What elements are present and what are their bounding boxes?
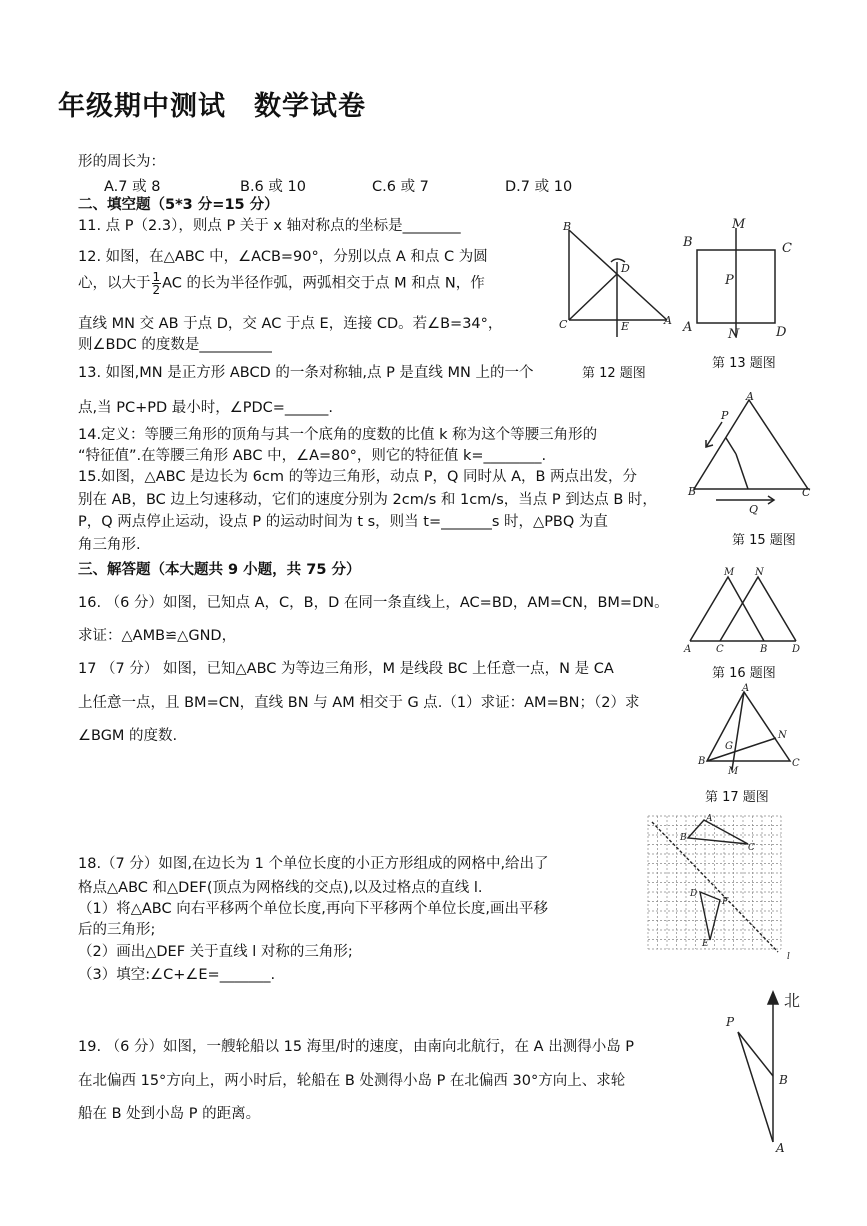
fig12-segment-cd [569, 274, 617, 320]
fig15-segment-p [726, 438, 736, 454]
fraction-half [152, 271, 162, 296]
fig18-label-a: A [706, 814, 713, 824]
fig17-label-b: B [698, 756, 706, 767]
q10-option-c: C.6 或 7 [372, 179, 429, 195]
question-13-line2: 点,当 PC+PD 最小时，∠PDC=______. [78, 400, 334, 416]
question-18-line4: 后的三角形; [78, 922, 156, 938]
question-13-line1: 13. 如图,MN 是正方形 ABCD 的一条对称轴,点 P 是直线 MN 上的一个 [78, 365, 534, 381]
fig15-label-p: P [721, 409, 729, 422]
question-18-line1: 18.（7 分）如图,在边长为 1 个单位长度的小正方形组成的网格中,给出了 [78, 856, 549, 872]
caption-fig13: 第 13 题图 [712, 356, 776, 371]
fig18-label-c: C [748, 843, 755, 853]
fig16-label-c: C [716, 644, 724, 655]
fig17-triangle-abc [707, 692, 790, 761]
q10-option-a: A.7 或 8 [104, 179, 161, 195]
fig13-label-p: P [725, 273, 734, 288]
fig18-label-e: E [702, 939, 709, 949]
question-18-line5: （2）画出△DEF 关于直线 l 对称的三角形; [78, 944, 353, 960]
fig16-label-b: B [760, 644, 768, 655]
fig18-label-l: l [787, 952, 790, 962]
page-title: 年级期中测试 数学试卷 [58, 91, 366, 122]
fig13-label-b: B [683, 235, 693, 250]
fig19-label-b: B [779, 1073, 788, 1087]
fig18-triangle-abc [688, 820, 748, 844]
q10-option-b: B.6 或 10 [240, 179, 306, 195]
question-14-line2: “特征值”.在等腰三角形 ABC 中，∠A=80°，则它的特征值 k=________. [78, 448, 547, 464]
q10-continuation: 形的周长为： [78, 154, 165, 170]
q12-line2-start: 心，以大于 [78, 275, 151, 292]
fig15-label-b: B [688, 485, 697, 498]
fig13-label-a: A [683, 320, 693, 335]
fig18-label-b: B [680, 833, 687, 843]
fig19-label-a: A [776, 1141, 785, 1155]
fig18-triangle-def [700, 892, 720, 940]
fig16-label-n: N [755, 567, 764, 578]
fig12-label-c: C [559, 318, 568, 331]
figure-18-grid [644, 812, 794, 960]
fig18-line-l [652, 822, 778, 952]
caption-fig17: 第 17 题图 [705, 790, 769, 805]
fig19-label-north: 北 [784, 991, 801, 1010]
fig16-label-a: A [684, 644, 692, 655]
question-18-line3: （1）将△ABC 向右平移两个单位长度,再向下平移两个单位长度,画出平移 [78, 901, 548, 917]
question-15-line3: P，Q 两点停止运动，设点 P 的运动时间为 t s，则当 t=_______s 时，△PBQ 为直 [78, 514, 608, 530]
figure-17-diagram [690, 683, 810, 777]
question-19-line1: 19. （6 分）如图，一艘轮船以 15 海里/时的速度，由南向北航行，在 A 出测得小岛 P [78, 1039, 635, 1055]
question-12-line3: 直线 MN 交 AB 于点 D，交 AC 于点 E，连接 CD。若∠B=34°， [78, 316, 503, 332]
question-11: 11. 点 P（2.3），则点 P 关于 x 轴对称点的坐标是________ [78, 218, 461, 234]
figure-12-diagram [555, 222, 675, 337]
question-16-line1: 16. （6 分）如图，已知点 A，C，B，D 在同一条直线上，AC=BD，AM=CN，BM=DN。 [78, 595, 669, 611]
question-17-line3: ∠BGM 的度数. [78, 728, 178, 744]
fig17-label-m: M [728, 766, 739, 777]
fig17-label-a: A [742, 683, 750, 694]
fig15-segment-pq [736, 454, 748, 489]
fig13-label-d: D [776, 325, 787, 340]
question-19-line3: 船在 B 处到小岛 P 的距离。 [78, 1106, 261, 1122]
question-12-line4: 则∠BDC 的度数是__________ [78, 337, 272, 353]
fig13-label-n: N [728, 327, 740, 342]
fig17-label-g: G [725, 741, 733, 752]
caption-fig16: 第 16 题图 [712, 666, 776, 681]
fig15-label-a: A [746, 390, 754, 403]
caption-fig12: 第 12 题图 [582, 366, 646, 381]
section-fill-in-heading: 二、填空题（5*3 分=15 分） [78, 197, 279, 213]
question-12-line1: 12. 如图，在△ABC 中，∠ACB=90°，分别以点 A 和点 C 为圆 [78, 249, 488, 265]
fig19-line-bp [738, 1032, 773, 1076]
q10-option-d: D.7 或 10 [505, 179, 573, 195]
fig15-arrow-p [706, 422, 722, 447]
fig19-label-p: P [726, 1015, 735, 1029]
fig12-label-b: B [563, 220, 572, 233]
question-17-line2: 上任意一点，且 BM=CN，直线 BN 与 AM 相交于 G 点.（1）求证：AM=BN；（2）求 [78, 695, 640, 711]
fig16-label-m: M [724, 567, 735, 578]
question-17-line1: 17 （7 分） 如图，已知△ABC 为等边三角形，M 是线段 BC 上任意一点，N 是 CA [78, 661, 614, 677]
fig13-label-c: C [782, 241, 792, 256]
fig12-label-d: D [621, 262, 630, 275]
question-18-line6: （3）填空:∠C+∠E=_______. [78, 967, 276, 983]
fig17-label-c: C [792, 758, 800, 769]
fig16-label-d: D [792, 644, 801, 655]
figure-19-diagram [718, 990, 818, 1155]
question-19-line2: 在北偏西 15°方向上，两小时后，轮船在 B 处测得小岛 P 在北偏西 30°方向上、求轮 [78, 1073, 626, 1089]
fig15-triangle-abc [694, 400, 808, 489]
fig15-label-q: Q [749, 503, 759, 516]
fig12-label-a: A [664, 314, 672, 327]
question-14-line1: 14.定义：等腰三角形的顶角与其一个底角的度数的比值 k 称为这个等腰三角形的 [78, 427, 598, 443]
figure-16-diagram [682, 565, 807, 655]
question-18-line2: 格点△ABC 和△DEF(顶点为网格线的交点),以及过格点的直线 l. [78, 880, 483, 896]
figure-15-diagram [686, 392, 816, 517]
fraction-denominator: 2 [152, 283, 161, 297]
fig18-grid-lines [648, 816, 781, 949]
question-15-line1: 15.如图，△ABC 是边长为 6cm 的等边三角形，动点 P，Q 同时从 A，B 两点出发，分 [78, 469, 638, 485]
question-16-line2: 求证：△AMB≌△GND， [78, 628, 237, 644]
caption-fig15: 第 15 题图 [732, 533, 796, 548]
question-15-line2: 别在 AB，BC 边上匀速移动，它们的速度分别为 2cm/s 和 1cm/s，当点 P 到达点 B 时， [78, 492, 657, 508]
section-solution-heading: 三、解答题（本大题共 9 小题，共 75 分） [78, 562, 361, 578]
fig18-label-f: F [722, 897, 729, 907]
fig15-label-c: C [802, 486, 811, 499]
figure-13-diagram [680, 218, 800, 343]
fig19-line-ap [738, 1032, 773, 1142]
question-12-line2 [78, 271, 485, 296]
q12-line2-end: AC 的长为半径作弧，两弧相交于点 M 和点 N，作 [162, 275, 485, 292]
fig17-label-n: N [778, 730, 787, 741]
fraction-numerator: 1 [152, 270, 161, 284]
fig18-label-d: D [690, 889, 698, 899]
question-15-line4: 角三角形. [78, 537, 141, 553]
fig13-label-m: M [732, 217, 746, 232]
fig12-label-e: E [621, 320, 630, 333]
fig19-north-arrowhead [768, 992, 778, 1004]
